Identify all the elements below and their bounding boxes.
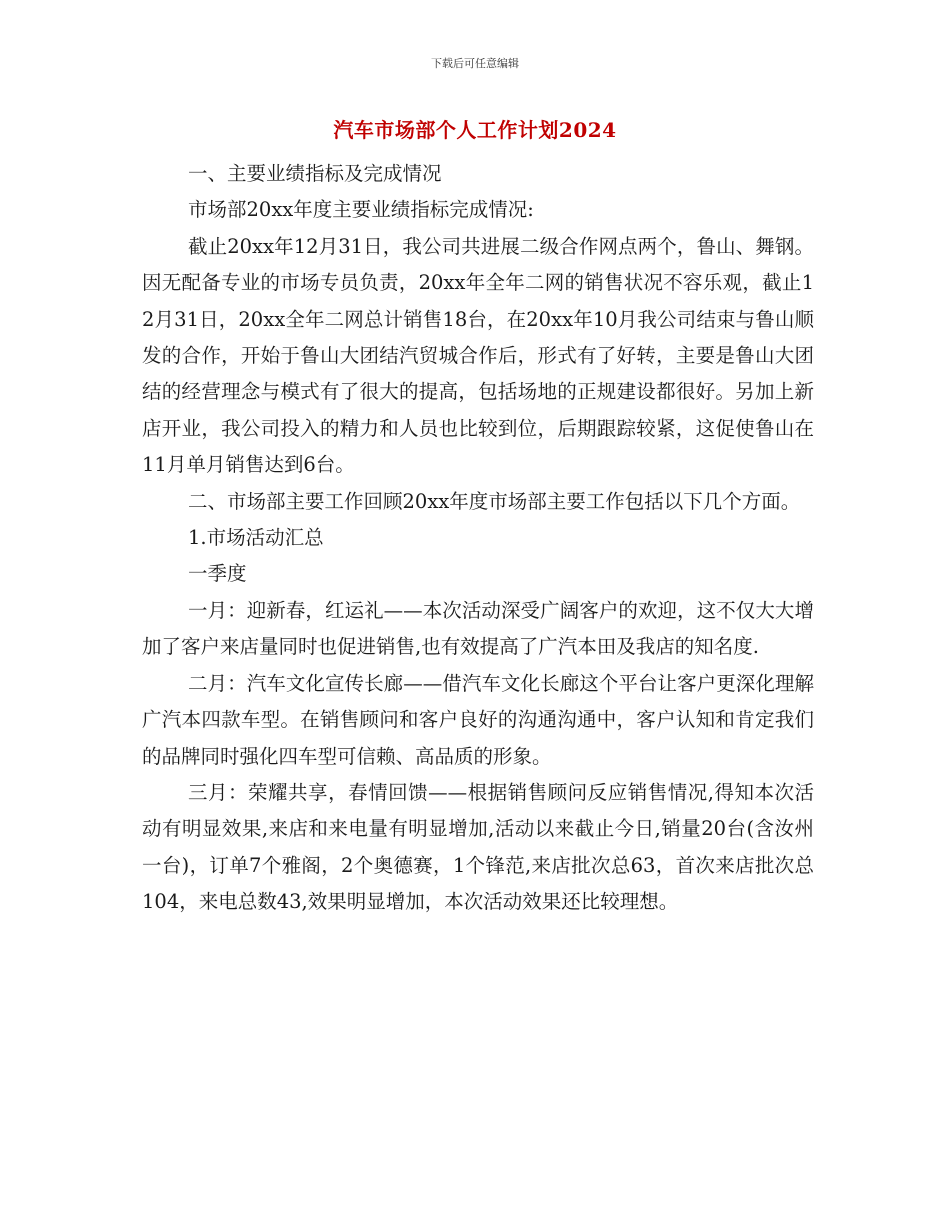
section-heading-work-review: 二、市场部主要工作回顾20xx年度市场部主要工作包括以下几个方面。: [188, 489, 801, 513]
paragraph-january: 一月：迎新春，红运礼——本次活动深受广阔客户的欢迎，这不仅大大增加了客户来店量同时也促进销售,也有效提高了广汽本田及我店的知名度.: [142, 598, 814, 659]
paragraph-march: 三月：荣耀共享，春情回馈——根据销售顾问反应销售情况,得知本次活动有明显效果,来店和来电量有明显增加,活动以来截止今日,销量20台(含汝州一台)，订单7个雅阁，2个奥德赛，1个锋范,来店批次总63，首次来店批次总104，来电总数43,效果明显增加，本次活动效果还比较理想。: [142, 780, 814, 914]
subheading-market-activities: 1.市场活动汇总: [188, 526, 324, 550]
document-body: [142, 156, 814, 921]
paragraph-february: 二月：汽车文化宣传长廊——借汽车文化长廊这个平台让客户更深化理解广汽本四款车型。在销售顾问和客户良好的沟通沟通中，客户认知和肯定我们的品牌同时强化四车型可信赖、高品质的形象。: [142, 671, 814, 768]
header-note: 下载后可任意编辑: [431, 57, 519, 70]
document-title: 汽车市场部个人工作计划2024: [333, 118, 617, 142]
paragraph-network-sales: 截止20xx年12月31日，我公司共进展二级合作网点两个，鲁山、舞钢。因无配备专业的市场专员负责，20xx年全年二网的销售状况不容乐观，截止12月31日，20xx全年二网总计销售18台，在20xx年10月我公司结束与鲁山顺发的合作，开始于鲁山大团结汽贸城合作后，形式有了好转，主要是鲁山大团结的经营理念与模式有了很大的提高，包括场地的正规建设都很好。另加上新店开业，我公司投入的精力和人员也比较到位，后期跟踪较紧，这促使鲁山在11月单月销售达到6台。: [142, 234, 814, 477]
paragraph-performance-intro: 市场部20xx年度主要业绩指标完成情况:: [188, 198, 534, 222]
section-heading-performance: 一、主要业绩指标及完成情况: [188, 162, 442, 185]
subheading-first-quarter: 一季度: [188, 562, 247, 586]
